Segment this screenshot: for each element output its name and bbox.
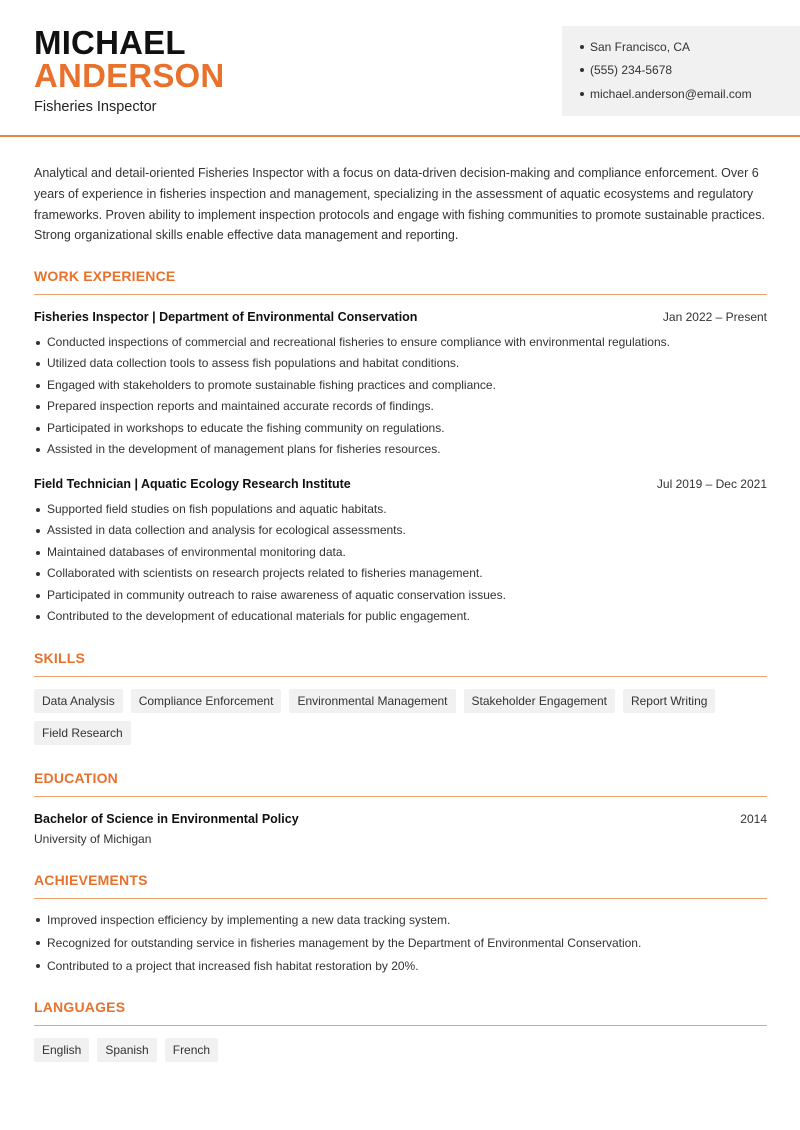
skill-chip: Data Analysis	[34, 689, 123, 713]
bullet-icon	[580, 45, 584, 49]
email-text[interactable]: michael.anderson@email.com	[590, 87, 752, 101]
first-name: MICHAEL	[34, 24, 186, 61]
languages-list	[34, 1038, 767, 1062]
location-text: San Francisco, CA	[590, 40, 691, 54]
bullet-icon	[580, 92, 584, 96]
section-title-work: WORK EXPERIENCE	[34, 268, 176, 284]
education-school: University of Michigan	[34, 832, 152, 846]
job-bullets	[34, 499, 767, 627]
last-name: ANDERSON	[34, 57, 225, 94]
section-divider	[34, 676, 767, 677]
language-chip: English	[34, 1038, 89, 1062]
job-role: Fisheries Inspector | Department of Environmental Conservation	[34, 310, 418, 324]
job-header	[34, 477, 767, 491]
section-divider	[34, 294, 767, 295]
list-item: Assisted in the development of management plans for fisheries resources.	[34, 439, 767, 460]
education-year: 2014	[740, 812, 767, 826]
list-item: Contributed to a project that increased fish habitat restoration by 20%.	[34, 955, 767, 978]
list-item: Maintained databases of environmental monitoring data.	[34, 542, 767, 563]
language-chip: Spanish	[97, 1038, 156, 1062]
list-item: Prepared inspection reports and maintained accurate records of findings.	[34, 396, 767, 417]
phone-text: (555) 234-5678	[590, 63, 673, 77]
list-item: Assisted in data collection and analysis for ecological assessments.	[34, 520, 767, 541]
section-divider	[34, 898, 767, 899]
job-dates: Jul 2019 – Dec 2021	[656, 477, 767, 491]
achievements-list	[34, 909, 767, 977]
section-divider	[34, 796, 767, 797]
list-item: Participated in community outreach to raise awareness of aquatic conservation issues.	[34, 585, 767, 606]
education-degree: Bachelor of Science in Environmental Policy	[34, 812, 299, 826]
job-bullets	[34, 332, 767, 460]
list-item: Contributed to the development of educational materials for public engagement.	[34, 606, 767, 627]
section-title-skills: SKILLS	[34, 650, 85, 666]
contact-phone	[580, 63, 672, 77]
list-item: Utilized data collection tools to assess fish populations and habitat conditions.	[34, 353, 767, 374]
section-title-achievements: ACHIEVEMENTS	[34, 872, 148, 888]
list-item: Recognized for outstanding service in fisheries management by the Department of Environmental Conservation.	[34, 932, 767, 955]
contact-location	[580, 40, 690, 54]
contact-email[interactable]	[580, 87, 752, 101]
job-role: Field Technician | Aquatic Ecology Research Institute	[34, 477, 351, 491]
skills-list	[34, 689, 767, 745]
skill-chip: Stakeholder Engagement	[464, 689, 615, 713]
section-divider	[34, 1025, 767, 1026]
resume-header	[0, 0, 800, 137]
list-item: Collaborated with scientists on research projects related to fisheries management.	[34, 563, 767, 584]
list-item: Improved inspection efficiency by implementing a new data tracking system.	[34, 909, 767, 932]
bullet-icon	[580, 68, 584, 72]
job-title: Fisheries Inspector	[34, 99, 157, 115]
list-item: Engaged with stakeholders to promote sustainable fishing practices and compliance.	[34, 375, 767, 396]
summary-paragraph: Analytical and detail-oriented Fisheries Inspector with a focus on data-driven decision-making and compliance enforcement. Over 6 years of experience in fisheries inspection and management, specializing in the assessment of aquatic ecosystems and regulatory frameworks. Proven ability to implement inspection protocols and engage with fishing communities to promote sustainable practices. Strong organizational skills enable effective data management and reporting.	[34, 166, 765, 243]
job-dates: Jan 2022 – Present	[662, 310, 767, 324]
skill-chip: Compliance Enforcement	[131, 689, 282, 713]
contact-box	[562, 26, 800, 116]
skill-chip: Report Writing	[623, 689, 715, 713]
language-chip: French	[165, 1038, 218, 1062]
list-item: Supported field studies on fish populations and aquatic habitats.	[34, 499, 767, 520]
list-item: Conducted inspections of commercial and recreational fisheries to ensure compliance with environmental regulations.	[34, 332, 767, 353]
section-title-languages: LANGUAGES	[34, 999, 126, 1015]
job-header	[34, 310, 767, 324]
skill-chip: Field Research	[34, 721, 131, 745]
section-title-education: EDUCATION	[34, 770, 118, 786]
skill-chip: Environmental Management	[289, 689, 455, 713]
list-item: Participated in workshops to educate the fishing community on regulations.	[34, 418, 767, 439]
